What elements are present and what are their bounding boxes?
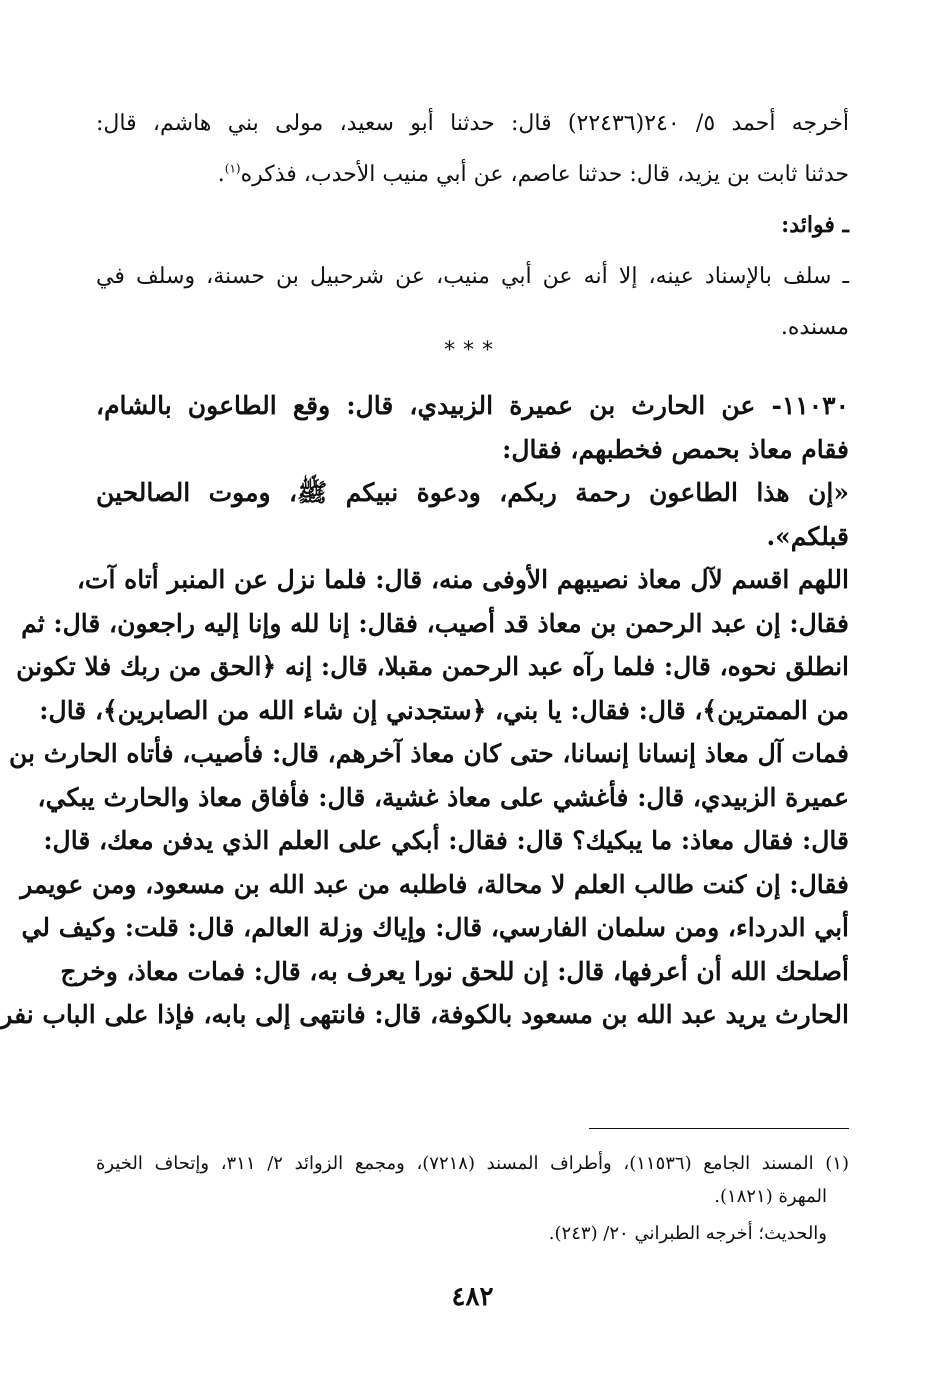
page-number: ٤٨٢: [451, 1282, 494, 1312]
takhrij-line-2: [96, 149, 849, 200]
takhrij-line-2-end: .: [217, 162, 225, 187]
hadith-body-line: انطلق نحوه، قال: فلما رآه عبد الرحمن مقبلا، قال: إنه ﴿الحق من ربك فلا تكونن: [16, 652, 849, 681]
hadith-body-line: فقال: إن كنت طالب العلم لا محالة، فاطلبه من عبد الله بن مسعود، ومن عويمر: [20, 869, 849, 899]
intro-section: [96, 98, 849, 353]
takhrij-line-1: أخرجه أحمد ٥/ ٢٤٠(٢٢٤٣٦) قال: حدثنا أبو سعيد، مولى بني هاشم، قال:: [96, 111, 850, 136]
hadith-body-line: اللهم اقسم لآل معاذ نصيبهم الأوفى منه، قال: فلما نزل عن المنبر أتاه آت،: [76, 565, 849, 594]
hadith-body-line: الحارث يريد عبد الله بن مسعود بالكوفة، قال: فانتهى إلى بابه، فإذا على الباب نفر: [0, 1000, 849, 1029]
hadith-quote-line-2: قبلكم».: [766, 521, 849, 551]
hadith-body-line: فمات آل معاذ إنسانا إنسانا، حتى كان معاذ آخرهم، قال: فأصيب، فأتاه الحارث بن: [9, 739, 849, 768]
book-page: [1, 0, 944, 1385]
section-separator: ***: [444, 338, 501, 363]
hadith-section: [0, 384, 849, 1037]
fawaid-line-2: مسنده.: [780, 315, 849, 340]
fawaid-line-1: ـ سلف بالإسناد عينه، إلا أنه عن أبي منيب، عن شرحبيل بن حسنة، وسلف في: [96, 264, 849, 289]
hadith-body-line: أبي الدرداء، ومن سلمان الفارسي، قال: وإياك وزلة العالم، قال: قلت: وكيف لي: [21, 913, 849, 942]
takhrij-line-2-text: حدثنا ثابت بن يزيد، قال: حدثنا عاصم، عن أبي منيب الأحدب، فذكره: [240, 162, 849, 187]
hadith-body-line: فقال: إن عبد الرحمن بن معاذ قد أصيب، فقال: إنا لله وإنا إليه راجعون، قال: ثم: [21, 608, 849, 638]
footnote-1-line-2: المهرة (١٨٢١).: [714, 1186, 827, 1207]
hadith-quote-line-1: «إن هذا الطاعون رحمة ربكم، ودعوة نبيكم ﷺ، وموت الصالحين: [96, 478, 849, 507]
hadith-body-line: أصلحك الله أن أعرفها، قال: إن للحق نورا يعرف به، قال: فمات معاذ، وخرج: [60, 956, 849, 986]
footnotes-section: [96, 1147, 849, 1250]
hadith-body-line: من الممترين﴾، قال: فقال: يا بني، ﴿ستجدني إن شاء الله من الصابرين﴾، قال:: [39, 695, 849, 725]
hadith-body-line: عميرة الزبيدي، قال: فأغشي على معاذ غشية، قال: فأفاق معاذ والحارث يبكي،: [37, 782, 849, 812]
hadith-opening-line: ١١٠٣٠- عن الحارث بن عميرة الزبيدي، قال: وقع الطاعون بالشام،: [96, 391, 849, 420]
footnote-1-line-1: (١) المسند الجامع (١١٥٣٦)، وأطراف المسند (٧٢١٨)، ومجمع الزوائد ٢/ ٣١١، وإتحاف الخيرة: [96, 1153, 849, 1174]
footnote-ref-1[interactable]: (١): [224, 161, 241, 176]
footnote-divider: [589, 1128, 849, 1129]
fawaid-heading: ـ فوائد:: [781, 212, 849, 238]
hadith-body-line: قال: فقال معاذ: ما يبكيك؟ قال: فقال: أبكي على العلم الذي يدفن معك، قال:: [43, 826, 849, 855]
hadith-line-2: فقام معاذ بحمص فخطبهم، فقال:: [502, 434, 849, 464]
footnote-2: والحديث؛ أخرجه الطبراني ٢٠/ (٢٤٣).: [548, 1223, 827, 1244]
